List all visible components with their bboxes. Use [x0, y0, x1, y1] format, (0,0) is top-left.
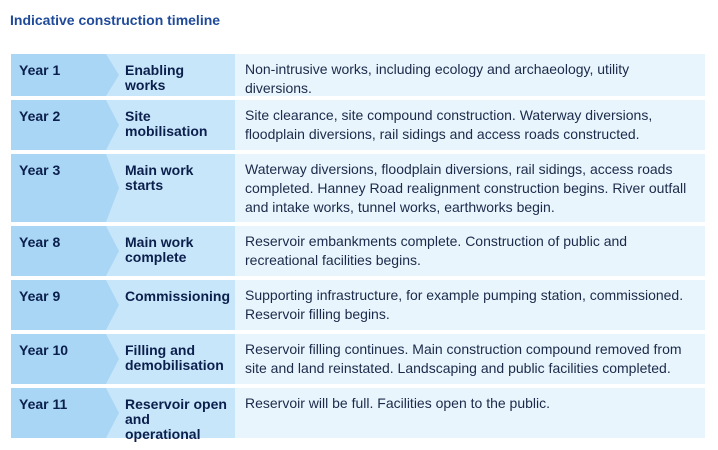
timeline-row	[11, 280, 705, 330]
description-cell: Non-intrusive works, including ecology and archaeology, utility diversions.	[235, 54, 705, 96]
timeline-row	[11, 334, 705, 384]
stage-cell: Reservoir open and operational	[106, 388, 235, 438]
year-cell: Year 3	[11, 154, 106, 222]
stage-cell: Main work complete	[106, 226, 235, 276]
description-cell: Waterway diversions, floodplain diversions, rail sidings, access roads completed. Hanney Road realignment construction begins. River outfall and intake works, tunnel works, earthworks begin.	[235, 154, 705, 222]
stage-cell: Filling and demobilisation	[106, 334, 235, 384]
description-cell: Site clearance, site compound construction. Waterway diversions, floodplain diversions, rail sidings and access roads constructed.	[235, 100, 705, 150]
description-cell: Reservoir will be full. Facilities open to the public.	[235, 388, 705, 438]
stage-cell: Site mobilisation	[106, 100, 235, 150]
timeline-row	[11, 226, 705, 276]
year-cell: Year 11	[11, 388, 106, 438]
stage-cell: Commissioning	[106, 280, 235, 330]
year-cell: Year 1	[11, 54, 106, 96]
description-cell: Supporting infrastructure, for example pumping station, commissioned. Reservoir filling begins.	[235, 280, 705, 330]
year-cell: Year 2	[11, 100, 106, 150]
timeline-row	[11, 388, 705, 442]
page-title: Indicative construction timeline	[10, 12, 221, 28]
timeline-row	[11, 54, 705, 96]
timeline-table	[11, 54, 705, 442]
year-cell: Year 8	[11, 226, 106, 276]
description-cell: Reservoir filling continues. Main construction compound removed from site and land reinstated. Landscaping and public facilities completed.	[235, 334, 705, 384]
description-cell: Reservoir embankments complete. Construction of public and recreational facilities begins.	[235, 226, 705, 276]
year-cell: Year 10	[11, 334, 106, 384]
timeline-row	[11, 100, 705, 150]
year-cell: Year 9	[11, 280, 106, 330]
timeline-row	[11, 154, 705, 222]
stage-cell: Main work starts	[106, 154, 235, 222]
stage-cell: Enabling works	[106, 54, 235, 96]
